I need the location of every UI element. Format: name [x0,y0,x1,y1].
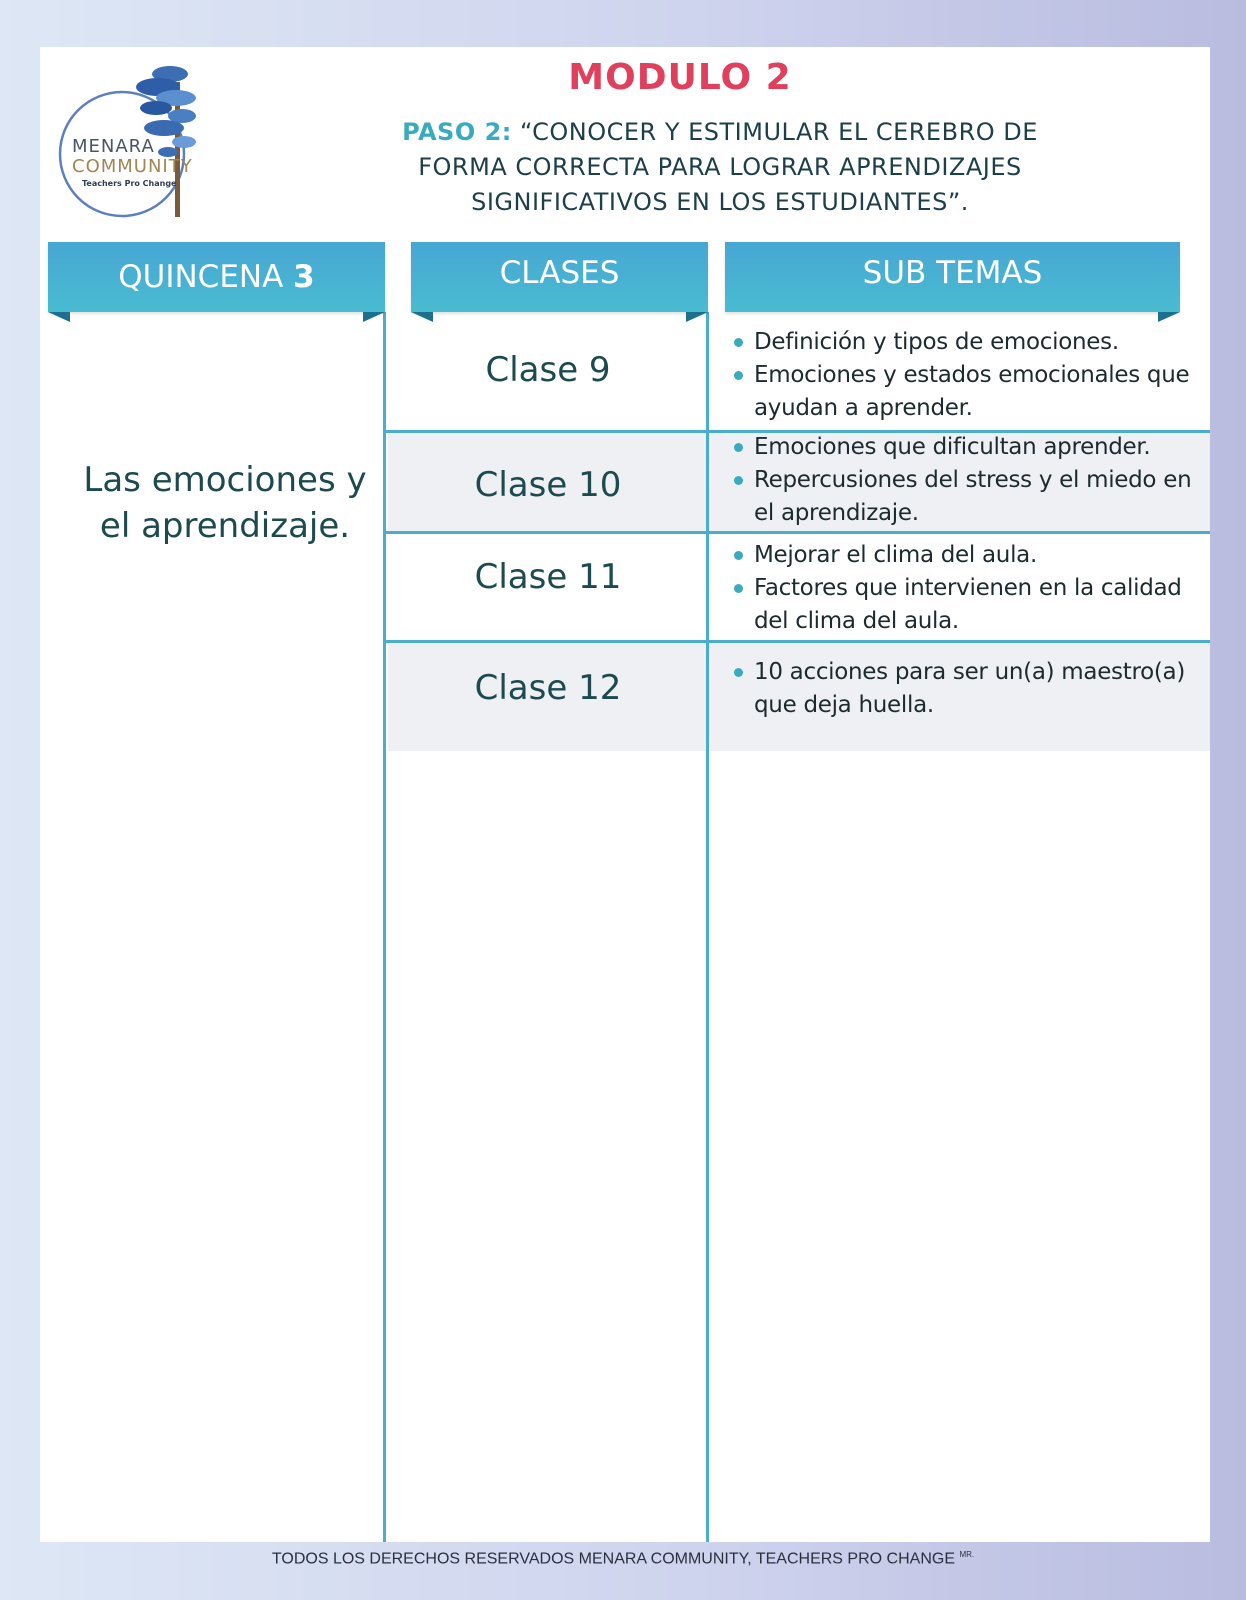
subtema-item: 10 acciones para ser un(a) maestro(a) que deja huella. [730,656,1200,722]
quincena-topic [60,457,390,549]
subtema-item: Emociones que dificultan aprender. [730,431,1200,464]
ribbon-fold-right [1158,312,1180,322]
paso-subtitle [340,115,1100,220]
paso-line-2: FORMA CORRECTA PARA LOGRAR APRENDIZAJES [418,153,1022,181]
header-clases-label: CLASES [499,255,620,291]
subtema-item: Repercusiones del stress y el miedo en el aprendizaje. [730,464,1200,530]
menara-logo [58,52,198,222]
header-quincena-number: 3 [293,259,315,295]
logo-text-menara: MENARA [72,136,155,157]
subtemas-clase-12 [730,656,1200,722]
ribbon-fold-right [363,312,385,322]
footer-mark: MR. [959,1550,975,1559]
logo-text-tagline: Teachers Pro Change [82,179,177,188]
header-clases [411,242,708,312]
header-quincena [48,242,385,312]
paso-label: PASO 2: [402,118,512,146]
paso-line-1 [340,115,1100,150]
subtemas-clase-11 [730,539,1200,638]
copyright-footer [0,1550,1246,1568]
clase-10-label: Clase 10 [474,465,622,505]
topic-line-1: Las emociones y [83,460,367,500]
clase-12-label: Clase 12 [474,668,622,708]
header-subtemas-label: SUB TEMAS [862,255,1043,291]
topic-line-2: el aprendizaje. [99,506,351,546]
subtemas-clase-9 [730,326,1200,425]
ribbon-fold-left [48,312,70,322]
subtema-item: Definición y tipos de emociones. [730,326,1200,359]
subtema-item: Factores que intervienen en la calidad del clima del aula. [730,572,1200,638]
row-divider-3 [386,640,1210,643]
document-page [40,47,1210,1542]
header-quincena-label: QUINCENA [118,259,284,295]
header-subtemas [725,242,1180,312]
subtemas-clase-10 [730,431,1200,530]
logo-text-community: COMMUNITY [72,156,193,177]
row-divider-2 [386,531,1210,534]
subtema-item: Mejorar el clima del aula. [730,539,1200,572]
clase-9-label: Clase 9 [485,350,611,390]
paso-line-3: SIGNIFICATIVOS EN LOS ESTUDIANTES”. [471,188,969,216]
ribbon-fold-left [411,312,433,322]
clase-11-label: Clase 11 [474,557,622,597]
subtema-item: Emociones y estados emocionales que ayudan a aprender. [730,359,1200,425]
module-title: MODULO 2 [568,57,792,98]
paso-text-1: “CONOCER Y ESTIMULAR EL CEREBRO DE [520,118,1038,146]
footer-text: TODOS LOS DERECHOS RESERVADOS MENARA COMMUNITY, TEACHERS PRO CHANGE [271,1550,955,1568]
ribbon-fold-right [686,312,708,322]
